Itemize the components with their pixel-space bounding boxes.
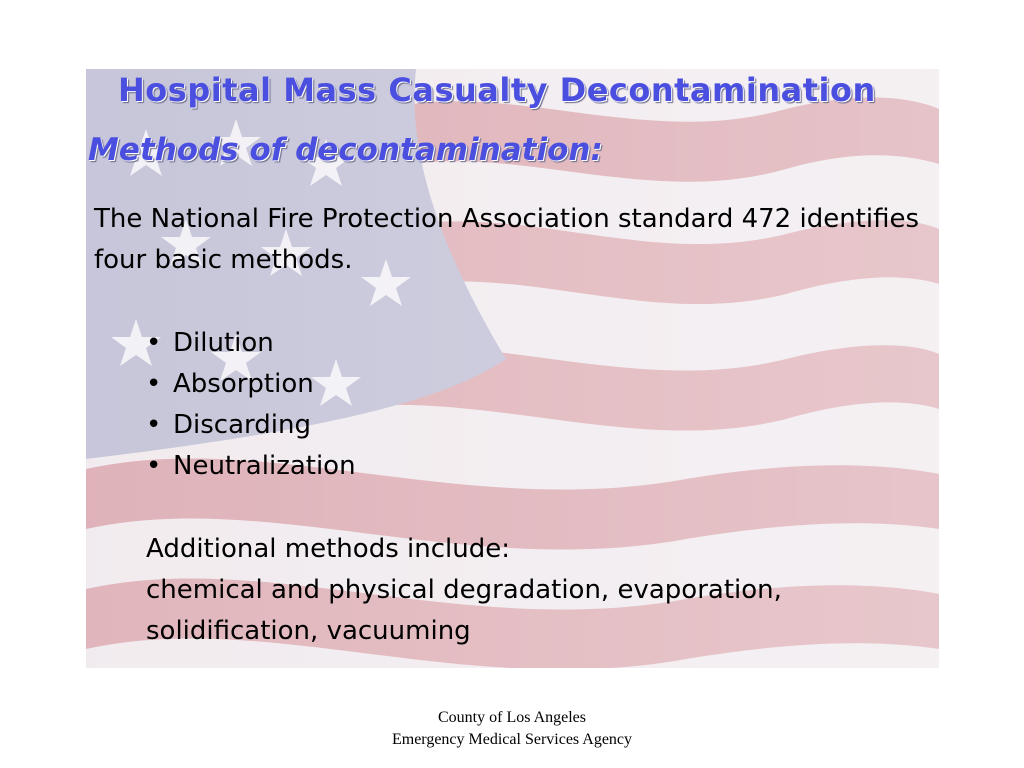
slide-subtitle: Methods of decontamination:	[88, 132, 603, 168]
bullet-icon: •	[146, 451, 162, 481]
method-label: Discarding	[173, 410, 311, 440]
method-label: Dilution	[173, 328, 274, 358]
bullet-icon: •	[146, 410, 162, 440]
footer-line-2: Emergency Medical Services Agency	[391, 731, 633, 748]
bullet-icon: •	[146, 328, 162, 358]
method-label: Absorption	[173, 369, 314, 399]
content-panel	[86, 69, 939, 668]
methods-list	[146, 323, 356, 487]
intro-text: The National Fire Protection Association standard 472 identifies four basic methods.	[94, 204, 920, 275]
bullet-icon: •	[146, 369, 162, 399]
additional-text: chemical and physical degradation, evaporation, solidification, vacuuming	[146, 575, 782, 646]
list-item	[146, 446, 356, 487]
footer	[0, 707, 1024, 751]
additional-methods	[146, 529, 936, 652]
list-item	[146, 323, 356, 364]
list-item	[146, 364, 356, 405]
footer-line-1: County of Los Angeles	[438, 709, 586, 726]
additional-heading: Additional methods include:	[146, 534, 510, 564]
list-item	[146, 405, 356, 446]
slide-title: Hospital Mass Casualty Decontamination	[118, 71, 876, 109]
method-label: Neutralization	[173, 451, 356, 481]
